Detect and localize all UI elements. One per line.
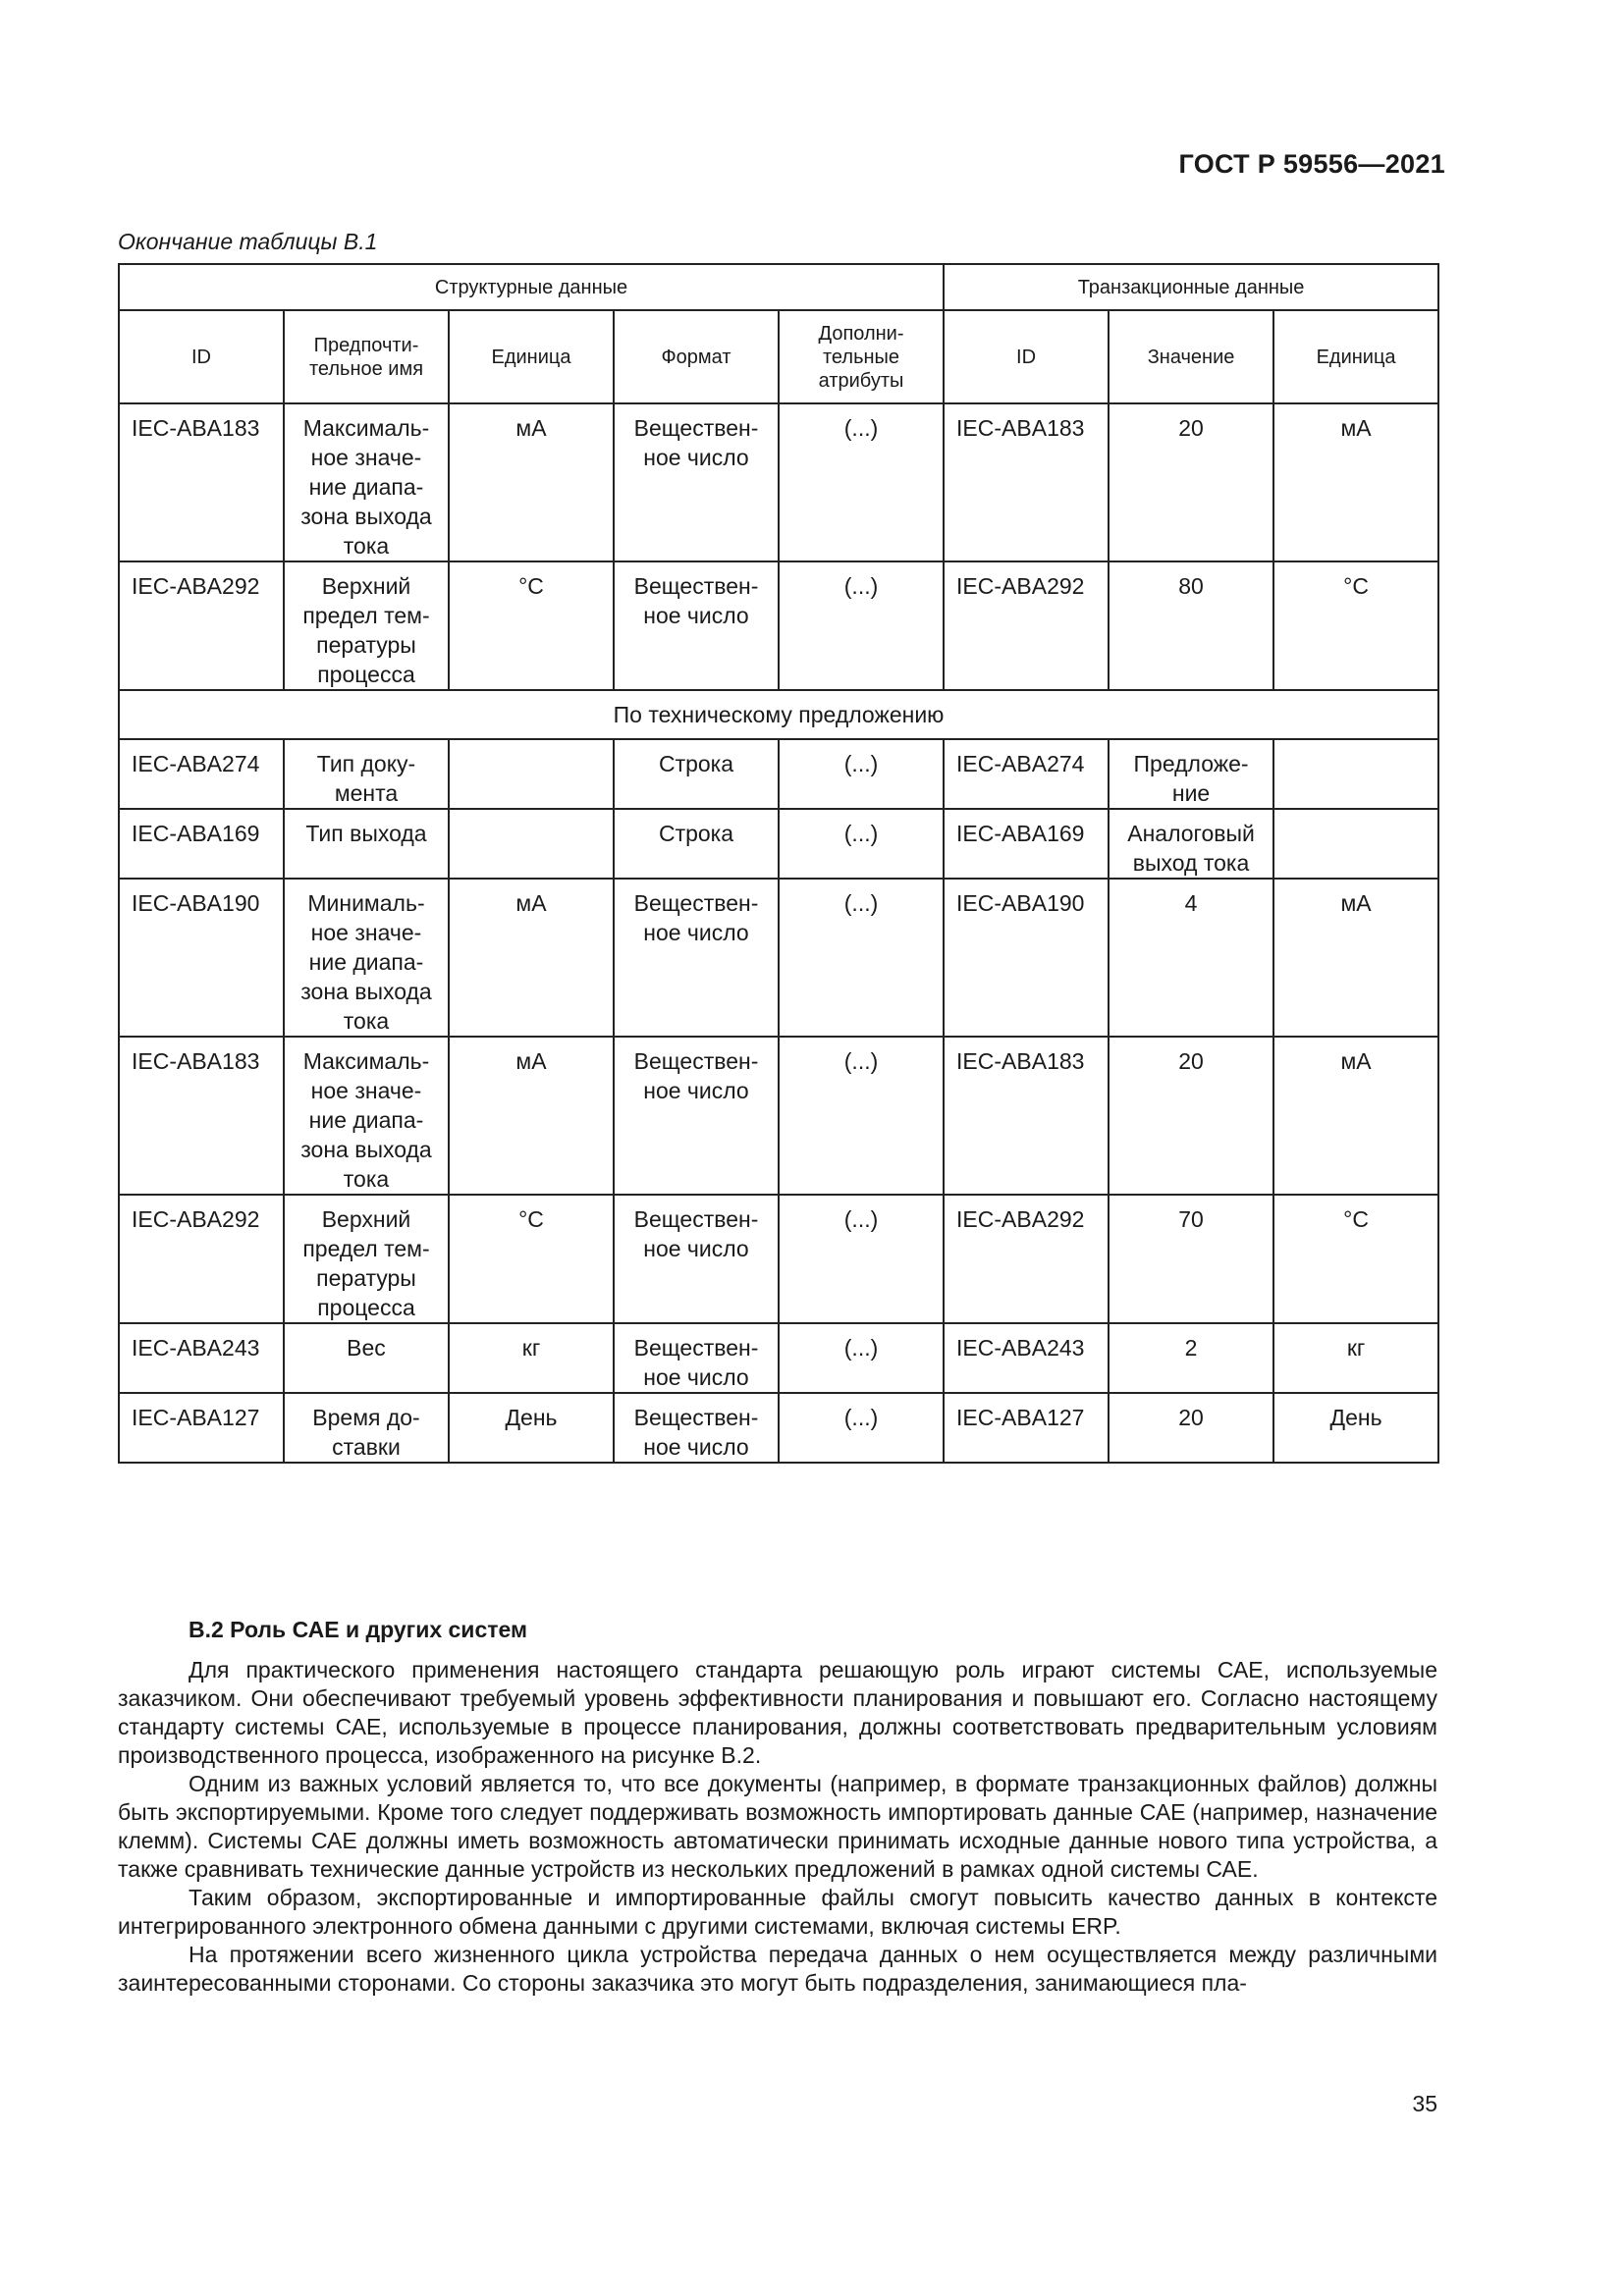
table-cell: День: [449, 1393, 614, 1463]
table-cell: [1273, 739, 1438, 809]
table-cell: Веществен- ное число: [614, 879, 779, 1037]
section-row: [119, 690, 1438, 739]
table-cell: (...): [779, 403, 944, 561]
table-row: [119, 403, 1438, 561]
column-header: Значение: [1109, 310, 1273, 403]
table-cell: [449, 809, 614, 879]
table-cell: Вес: [284, 1323, 449, 1393]
table-cell: °C: [1273, 561, 1438, 690]
page-number: 35: [1412, 2091, 1437, 2116]
section-heading: B.2 Роль САЕ и других систем: [189, 1617, 527, 1642]
table-row: [119, 879, 1438, 1037]
table-cell: °C: [449, 561, 614, 690]
paragraph: Таким образом, экспортированные и импортированные файлы смогут повысить качество данных в контексте интегрированного электронного обмена данными с другими системами, включая системы ERP.: [118, 1885, 1437, 1939]
table-cell: IEC-ABA183: [944, 1037, 1109, 1195]
table-cell: Тип выхода: [284, 809, 449, 879]
table-caption: Окончание таблицы B.1: [118, 229, 378, 254]
table-cell: IEC-ABA183: [119, 403, 284, 561]
table-cell: Минималь- ное значе- ние диапа- зона выхода тока: [284, 879, 449, 1037]
table-cell: 20: [1109, 1393, 1273, 1463]
table-cell: кг: [1273, 1323, 1438, 1393]
table-cell: Время до- ставки: [284, 1393, 449, 1463]
table-cell: IEC-ABA169: [119, 809, 284, 879]
table-cell: Веществен- ное число: [614, 1037, 779, 1195]
table-cell: IEC-ABA169: [944, 809, 1109, 879]
table-cell: IEC-ABA190: [944, 879, 1109, 1037]
paragraph: Для практического применения настоящего стандарта решающую роль играют системы САЕ, используемые заказчиком. Они обеспечивают требуемый уровень эффективности планирования и повышают его. Согласно настоящему стандарту системы САЕ, используемые в процессе планирования, должны соответствовать предварительным условиям производственного процесса, изображенного на рисунке B.2.: [118, 1657, 1437, 1768]
paragraph: На протяжении всего жизненного цикла устройства передача данных о нем осуществляется между различными заинтересованными сторонами. Со стороны заказчика это могут быть подразделения, занимающиеся пла-: [118, 1942, 1437, 1996]
table-cell: 2: [1109, 1323, 1273, 1393]
table-cell: мА: [449, 403, 614, 561]
table-cell: мА: [449, 1037, 614, 1195]
table-cell: Веществен- ное число: [614, 403, 779, 561]
table-cell: °C: [449, 1195, 614, 1323]
table-cell: IEC-ABA243: [944, 1323, 1109, 1393]
table-cell: [1273, 809, 1438, 879]
table-cell: кг: [449, 1323, 614, 1393]
table-cell: IEC-ABA274: [119, 739, 284, 809]
table-cell: Максималь- ное значе- ние диапа- зона выхода тока: [284, 1037, 449, 1195]
section-title: По техническому предложению: [119, 690, 1438, 739]
table-row: [119, 809, 1438, 879]
section-b2: [118, 1616, 1437, 1998]
data-table: [118, 263, 1439, 1464]
table-cell: Максималь- ное значе- ние диапа- зона выхода тока: [284, 403, 449, 561]
table-row: [119, 561, 1438, 690]
table-row: [119, 1037, 1438, 1195]
table-cell: (...): [779, 1195, 944, 1323]
table-cell: (...): [779, 1037, 944, 1195]
table-cell: мА: [1273, 403, 1438, 561]
table-cell: (...): [779, 1323, 944, 1393]
table-cell: Веществен- ное число: [614, 1393, 779, 1463]
table-cell: Аналоговый выход тока: [1109, 809, 1273, 879]
table-cell: (...): [779, 739, 944, 809]
group-header-row: [119, 264, 1438, 310]
table-cell: 20: [1109, 1037, 1273, 1195]
table-cell: IEC-ABA127: [944, 1393, 1109, 1463]
column-header: Дополни- тельные атрибуты: [779, 310, 944, 403]
table-cell: [449, 739, 614, 809]
table-cell: IEC-ABA292: [119, 561, 284, 690]
table-cell: Предложе- ние: [1109, 739, 1273, 809]
table-cell: (...): [779, 1393, 944, 1463]
table-cell: (...): [779, 879, 944, 1037]
table-row: [119, 739, 1438, 809]
table-cell: Верхний предел тем- пературы процесса: [284, 1195, 449, 1323]
table-cell: °C: [1273, 1195, 1438, 1323]
table-cell: IEC-ABA292: [119, 1195, 284, 1323]
table-cell: IEC-ABA183: [119, 1037, 284, 1195]
table-cell: 80: [1109, 561, 1273, 690]
table-cell: 70: [1109, 1195, 1273, 1323]
table-cell: 20: [1109, 403, 1273, 561]
table-cell: IEC-ABA127: [119, 1393, 284, 1463]
table-cell: День: [1273, 1393, 1438, 1463]
column-header: ID: [119, 310, 284, 403]
column-header: Единица: [449, 310, 614, 403]
column-header-row: [119, 310, 1438, 403]
group-header-structural: Структурные данные: [119, 264, 944, 310]
table-cell: Тип доку- мента: [284, 739, 449, 809]
table-cell: IEC-ABA292: [944, 1195, 1109, 1323]
paragraph: Одним из важных условий является то, что все документы (например, в формате транзакционных файлов) должны быть экспортируемыми. Кроме того следует поддерживать возможность импортировать данные САЕ (например, назначение клемм). Системы САЕ должны иметь возможность автоматически принимать исходные данные нового типа устройства, а также сравнивать технические данные устройств из нескольких предложений в рамках одной системы САЕ.: [118, 1771, 1437, 1882]
table-cell: Веществен- ное число: [614, 1323, 779, 1393]
group-header-transactional: Транзакционные данные: [944, 264, 1438, 310]
column-header: Единица: [1273, 310, 1438, 403]
column-header: Формат: [614, 310, 779, 403]
table-cell: Строка: [614, 809, 779, 879]
table-cell: IEC-ABA292: [944, 561, 1109, 690]
column-header: ID: [944, 310, 1109, 403]
table-cell: Веществен- ное число: [614, 1195, 779, 1323]
table-cell: мА: [1273, 1037, 1438, 1195]
table-cell: мА: [449, 879, 614, 1037]
document-code: ГОСТ Р 59556—2021: [1178, 149, 1445, 179]
column-header: Предпочти- тельное имя: [284, 310, 449, 403]
table-cell: IEC-ABA243: [119, 1323, 284, 1393]
table-cell: мА: [1273, 879, 1438, 1037]
table-row: [119, 1323, 1438, 1393]
table-cell: (...): [779, 809, 944, 879]
table-cell: Веществен- ное число: [614, 561, 779, 690]
table-cell: Строка: [614, 739, 779, 809]
table-cell: Верхний предел тем- пературы процесса: [284, 561, 449, 690]
table-row: [119, 1393, 1438, 1463]
table-cell: IEC-ABA190: [119, 879, 284, 1037]
table-cell: 4: [1109, 879, 1273, 1037]
table-cell: IEC-ABA274: [944, 739, 1109, 809]
table-cell: (...): [779, 561, 944, 690]
table-row: [119, 1195, 1438, 1323]
table-cell: IEC-ABA183: [944, 403, 1109, 561]
